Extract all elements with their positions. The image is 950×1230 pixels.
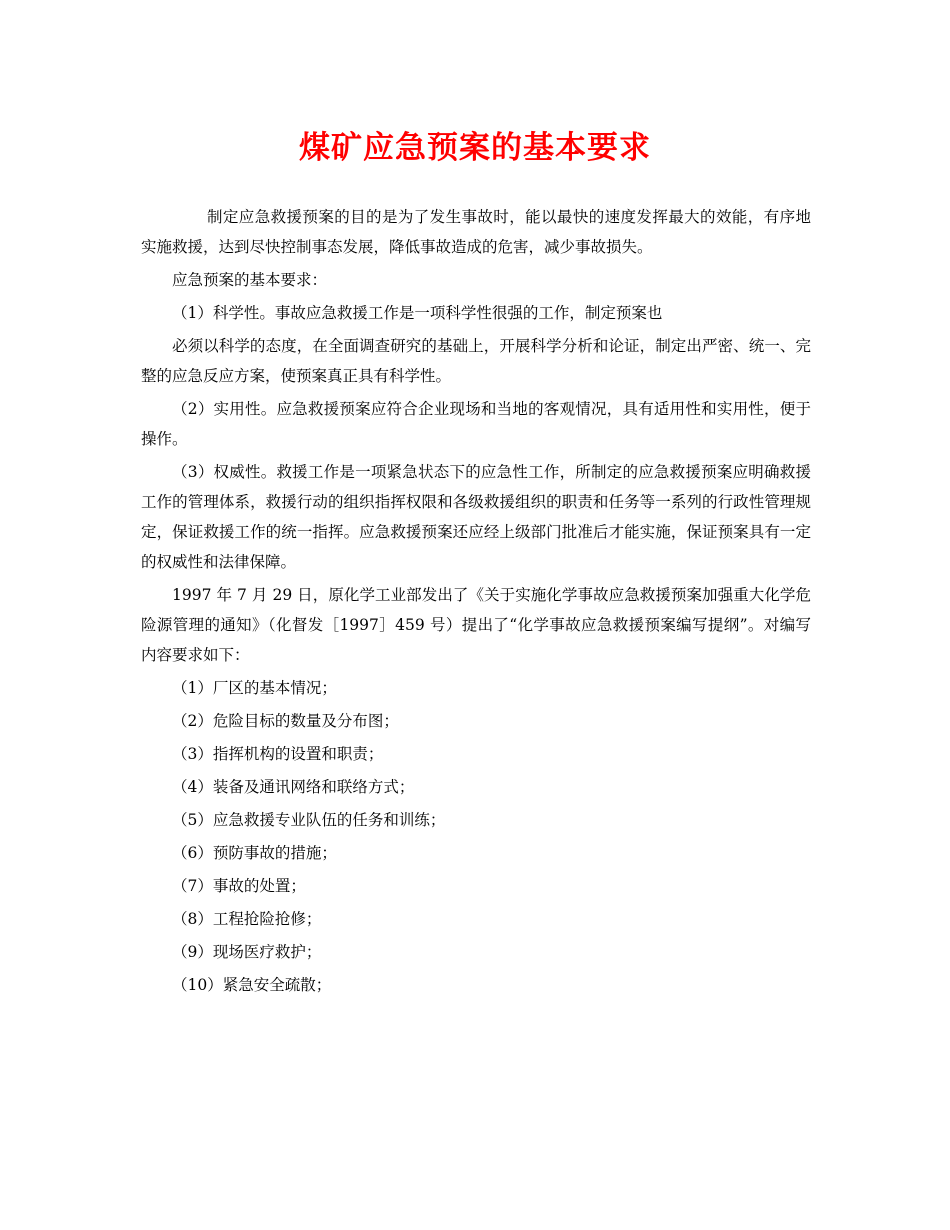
paragraph-scientific-continued: 必须以科学的态度，在全面调查研究的基础上，开展科学分析和论证，制定出严密、统一、完整的应急反应方案，使预案真正具有科学性。 [141, 337, 811, 385]
list-item: （2）危险目标的数量及分布图； [172, 712, 399, 730]
paragraph-1997-notice: 1997 年 7 月 29 日，原化学工业部发出了《关于实施化学事故应急救援预案加强重大化学危险源管理的通知》（化督发［1997］459 号）提出了“化学事故应急救援预案编写提纲”。对编写内容要求如下： [141, 586, 811, 664]
paragraph-scientific-start: （1）科学性。事故应急救援工作是一项科学性很强的工作，制定预案也 [172, 304, 663, 322]
paragraph-purpose: 制定应急救援预案的目的是为了发生事故时，能以最快的速度发挥最大的效能，有序地实施救援，达到尽快控制事态发展，降低事故造成的危害，减少事故损失。 [141, 208, 811, 256]
list-item: （3）指挥机构的设置和职责； [172, 745, 384, 763]
paragraph-authority: （3）权威性。救援工作是一项紧急状态下的应急性工作，所制定的应急救援预案应明确救援工作的管理体系，救援行动的组织指挥权限和各级救援组织的职责和任务等一系列的行政性管理规定，保证救援工作的统一指挥。应急救援预案还应经上级部门批准后才能实施，保证预案具有一定的权威性和法律保障。 [141, 463, 811, 571]
list-item: （10）紧急安全疏散； [172, 976, 332, 994]
list-item: （5）应急救援专业队伍的任务和训练； [172, 811, 446, 829]
list-item: （4）装备及通讯网络和联络方式； [172, 778, 415, 796]
list-item: （7）事故的处置； [172, 877, 306, 895]
paragraph-practical: （2）实用性。应急救援预案应符合企业现场和当地的客观情况，具有适用性和实用性，便于操作。 [141, 400, 811, 448]
list-item: （6）预防事故的措施； [172, 844, 337, 862]
document-body [141, 202, 811, 1003]
paragraph-requirements-heading: 应急预案的基本要求： [172, 271, 328, 289]
list-item: （9）现场医疗救护； [172, 943, 322, 961]
document-title: 煤矿应急预案的基本要求 [299, 130, 651, 166]
list-item: （8）工程抢险抢修； [172, 910, 322, 928]
list-item: （1）厂区的基本情况； [172, 679, 337, 697]
